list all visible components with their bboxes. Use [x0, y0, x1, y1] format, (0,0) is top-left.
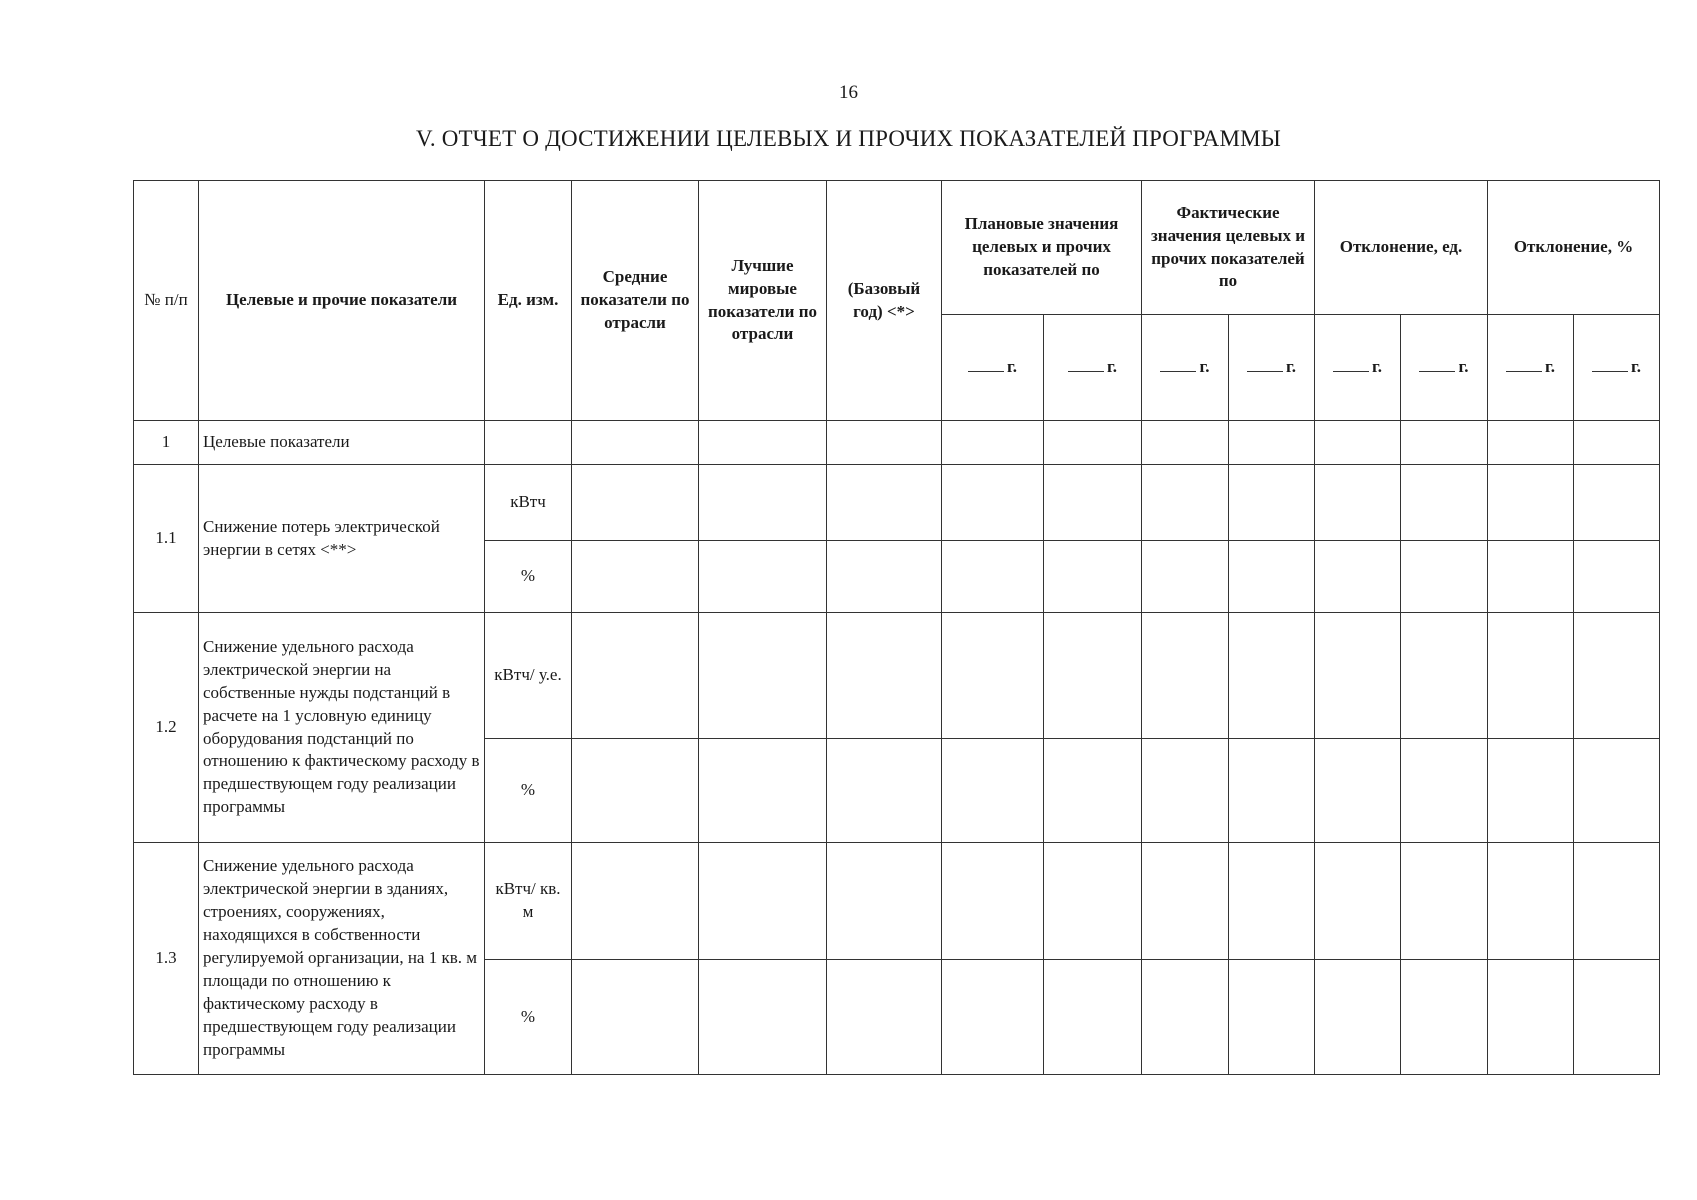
year-cell: г.: [1142, 315, 1229, 421]
year-cell: г.: [1401, 315, 1488, 421]
header-dev-units: Отклонение, ед.: [1315, 181, 1488, 315]
row-num: 1.1: [134, 465, 199, 613]
year-cell: г.: [1229, 315, 1315, 421]
row-name: Снижение удельного расхода электрической энергии в зданиях, строениях, сооружениях, находящихся в собственности регулируемой организации, на 1 кв. м площади по отношению к фактическому расходу в предшествующем году реализации программы: [199, 843, 485, 1075]
header-best: Лучшие мировые показатели по отрасли: [699, 181, 827, 421]
year-cell: г.: [1574, 315, 1660, 421]
header-indicators: Целевые и прочие показатели: [199, 181, 485, 421]
header-row-top: [134, 181, 1660, 315]
row-name: Целевые показатели: [199, 421, 485, 465]
row-unit: кВтч/ у.е.: [485, 613, 572, 739]
row-unit: кВтч/ кв. м: [485, 843, 572, 960]
header-num: № п/п: [134, 181, 199, 421]
row-unit: %: [485, 739, 572, 843]
row-num: 1.2: [134, 613, 199, 843]
row-unit: кВтч: [485, 465, 572, 541]
header-avg: Средние показатели по отрасли: [572, 181, 699, 421]
page-title: V. ОТЧЕТ О ДОСТИЖЕНИИ ЦЕЛЕВЫХ И ПРОЧИХ ПОКАЗАТЕЛЕЙ ПРОГРАММЫ: [415, 126, 1282, 151]
table-row: [134, 465, 1660, 541]
header-actual: Фактические значения целевых и прочих показателей по: [1142, 181, 1315, 315]
year-cell: г.: [1044, 315, 1142, 421]
row-num: 1.3: [134, 843, 199, 1075]
page-number: 16: [839, 82, 858, 103]
year-cell: г.: [1315, 315, 1401, 421]
header-unit: Ед. изм.: [485, 181, 572, 421]
header-dev-pct: Отклонение, %: [1488, 181, 1660, 315]
row-name: Снижение потерь электрической энергии в сетях <**>: [199, 465, 485, 613]
table-row: [134, 613, 1660, 739]
row-unit: %: [485, 541, 572, 613]
header-planned: Плановые значения целевых и прочих показателей по: [942, 181, 1142, 315]
row-name: Снижение удельного расхода электрической энергии на собственные нужды подстанций в расчете на 1 условную единицу оборудования подстанций по отношению к фактическому расходу в предшествующем году реализации программы: [199, 613, 485, 843]
row-num: 1: [134, 421, 199, 465]
row-unit: %: [485, 960, 572, 1075]
table-row: [134, 843, 1660, 960]
report-table: [133, 180, 1660, 1075]
year-cell: г.: [1488, 315, 1574, 421]
header-base: (Базовый год) <*>: [827, 181, 942, 421]
table-row: [134, 421, 1660, 465]
year-cell: г.: [942, 315, 1044, 421]
